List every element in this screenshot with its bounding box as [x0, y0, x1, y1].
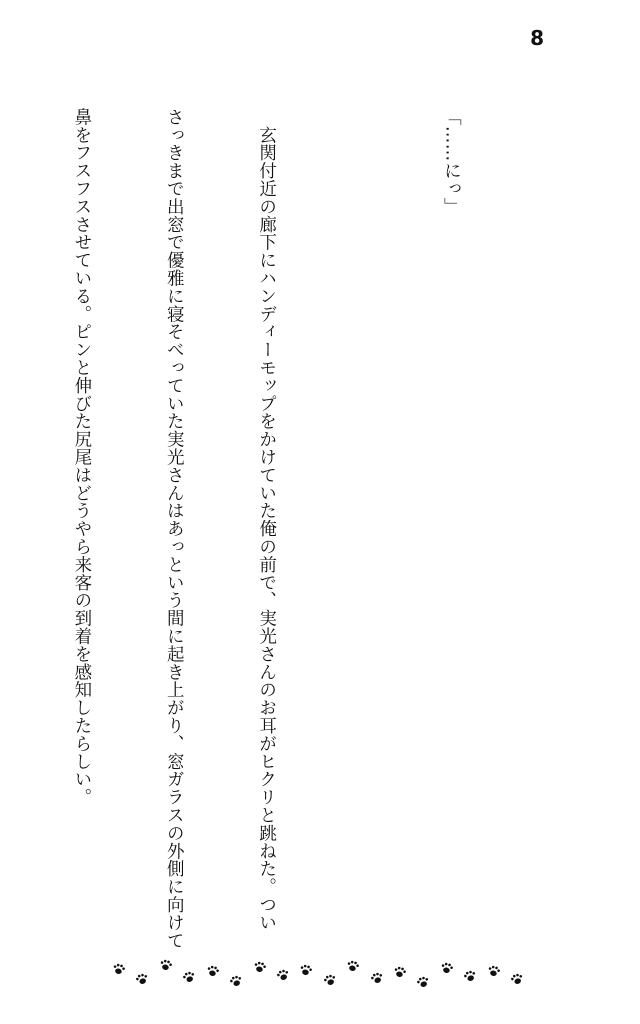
paw-print-icon [485, 963, 502, 980]
paw-print-icon [438, 960, 455, 977]
text-line [343, 108, 374, 948]
paw-print-icon [345, 958, 362, 975]
paw-print-icon [321, 971, 339, 989]
paw-print-icon [461, 967, 479, 985]
paw-print-icon [368, 969, 386, 987]
novel-text [0, 108, 528, 948]
page-number: 8 [530, 26, 544, 50]
paw-print-icon [227, 972, 245, 990]
text-line: 鼻をフスフスさせている。ピンと伸びた尻尾はどうやら来客の到着を感知したらしい。 [71, 108, 92, 807]
paw-print-icon [274, 966, 292, 984]
text-line: 玄関付近の廊下にハンディーモップをかけていた俺の前で、実光さんのお耳がヒクリと跳ねた。つい [256, 108, 277, 932]
paw-print-icon [111, 961, 128, 978]
paw-print-icon [508, 970, 526, 988]
text-line: 「……にっ」 [441, 108, 462, 216]
text-line [0, 108, 4, 948]
paw-print-icon [251, 959, 268, 976]
paw-print-icon [134, 970, 152, 988]
paw-print-border [108, 958, 528, 998]
paw-print-icon [391, 964, 408, 981]
paw-print-icon [204, 963, 221, 980]
paw-print-icon [157, 957, 174, 974]
text-line: さっきまで出窓で優雅に寝そべっていた実光さんはあっという間に起き上がり、窓ガラスの外側に向けて [164, 108, 185, 950]
paw-print-icon [180, 968, 198, 986]
paw-print-icon [415, 973, 433, 991]
paw-print-icon [298, 962, 315, 979]
